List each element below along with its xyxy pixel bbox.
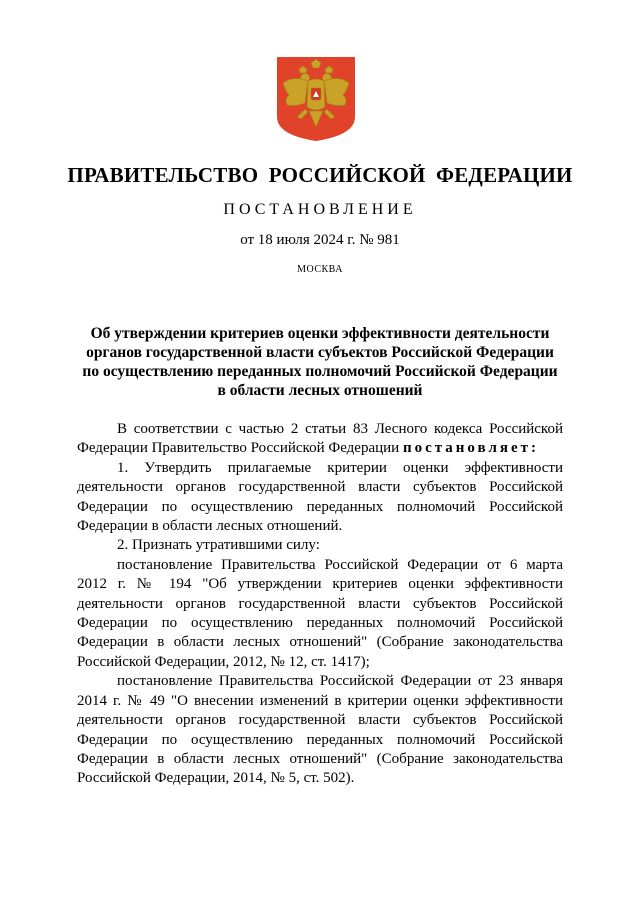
document-title-line: по осуществлению переданных полномочий Российской Федерации <box>82 363 558 380</box>
preamble-paragraph <box>77 420 563 459</box>
repealed-act-1-paragraph: постановление Правительства Российской Федерации от 6 марта 2012 г. № 194 "Об утверждении критериев оценки эффективности деятельности органов государственной власти субъектов Российской Федерации по осуществлению переданных полномочий Российской Федерации в области лесных отношений" (Собрание законодательства Российской Федерации, 2012, № 12, ст. 1417); <box>77 556 563 670</box>
repealed-act-2-paragraph: постановление Правительства Российской Федерации от 23 января 2014 г. № 49 "О внесении изменений в критерии оценки эффективности деятельности органов государственной власти субъектов Российской Федерации по осуществлению переданных полномочий Российской Федерации в области лесных отношений" (Собрание законодательства Российской Федерации, 2014, № 5, ст. 502). <box>77 673 563 787</box>
government-title: ПРАВИТЕЛЬСТВО РОССИЙСКОЙ ФЕДЕРАЦИИ <box>67 163 573 187</box>
document-body <box>77 420 563 789</box>
document-title <box>70 324 570 400</box>
preamble-text: В соответствии с частью 2 статьи 83 Лесного кодекса Российской Федерации Правительство Российской Федерации <box>77 421 563 457</box>
document-type: ПОСТАНОВЛЕНИЕ <box>223 201 417 218</box>
coat-of-arms-emblem <box>275 55 357 143</box>
document-city: МОСКВА <box>297 264 343 275</box>
item-1-paragraph: 1. Утвердить прилагаемые критерии оценки эффективности деятельности органов государственной власти субъектов Российской Федерации по осуществлению переданных полномочий Российской Федерации в области лесных отношений. <box>77 459 563 535</box>
decree-keyword: постановляет: <box>402 440 540 457</box>
item-2-paragraph: 2. Признать утратившими силу: <box>117 537 320 554</box>
document-date-number: от 18 июля 2024 г. № 981 <box>240 232 400 248</box>
document-title-line: органов государственной власти субъектов Российской Федерации <box>86 344 554 361</box>
document-title-line: в области лесных отношений <box>217 382 423 399</box>
document-title-line: Об утверждении критериев оценки эффективности деятельности <box>90 325 550 342</box>
double-headed-eagle-icon <box>275 55 357 143</box>
